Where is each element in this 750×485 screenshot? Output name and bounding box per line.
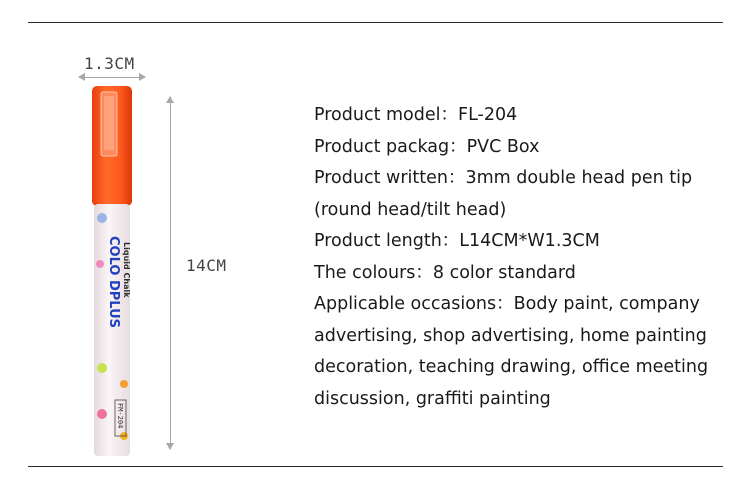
pen-brand-text: COLO DPLUS (106, 236, 121, 329)
spec-occasions-cont-2: decoration, teaching drawing, office meeting (314, 357, 709, 377)
width-dimension-arrow (79, 77, 145, 78)
spec-colours: The colours：8 color standard (314, 262, 576, 283)
product-spec-list (314, 100, 714, 415)
top-divider (28, 22, 723, 23)
spec-length: Product length：L14CM*W1.3CM (314, 231, 600, 251)
spec-written: Product written：3mm double head pen tip (314, 168, 693, 188)
width-dimension-label: 1.3CM (84, 54, 135, 73)
length-dimension-label: 14CM (186, 256, 227, 275)
spec-occasions-cont-1: advertising, shop advertising, home painting (314, 325, 707, 346)
marker-pen-image (88, 86, 136, 458)
spec-model: Product model：FL-204 (314, 105, 518, 125)
spec-package: Product packag：PVC Box (314, 136, 540, 157)
length-dimension-arrow (170, 97, 171, 449)
pen-model-mark: FM-204 (116, 403, 124, 429)
pen-subtitle-text: Liquid Chalk (122, 242, 131, 298)
bottom-divider (28, 466, 723, 467)
spec-written-cont: (round head/tilt head) (314, 199, 507, 220)
spec-occasions: Applicable occasions：Body paint, company (314, 294, 700, 314)
spec-occasions-cont-3: discussion, graffiti painting (314, 388, 551, 409)
